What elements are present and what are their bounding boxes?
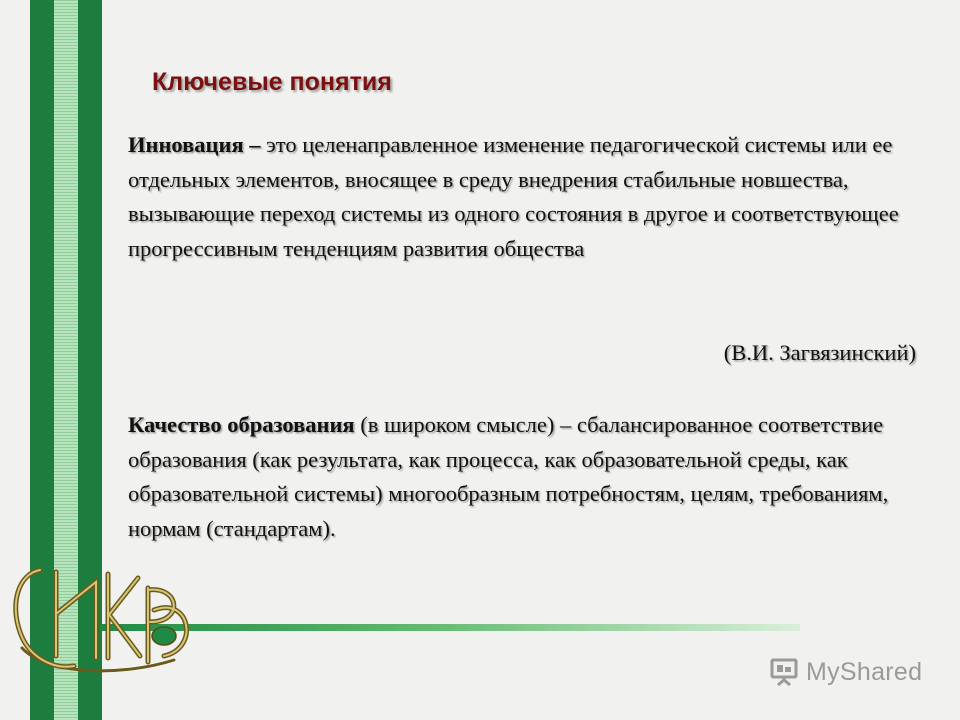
- ikro-monogram-logo: [4, 552, 200, 680]
- term-education-quality: Качество образования: [128, 412, 355, 437]
- definition-text: (в широком смысле) – сбалансированное соответствие образования (как результата, как процесса, как образовательной среды, как образовательной системы) многообразным потребностям, целям, требованиям, нормам (стандартам).: [128, 412, 889, 541]
- myshared-watermark: [768, 652, 922, 692]
- watermark-text: MyShared: [806, 657, 923, 686]
- slide-title: Ключевые понятия: [152, 68, 392, 96]
- presentation-board-icon: [768, 656, 800, 688]
- definition-innovation: [128, 128, 918, 266]
- term-innovation: Инновация: [128, 132, 244, 157]
- term-separator: –: [243, 132, 267, 157]
- definition-author: (В.И. Загвязинский): [723, 340, 916, 365]
- definition-education-quality: [128, 408, 918, 546]
- definition-text: это целенаправленное изменение педагогической системы или ее отдельных элементов, вносящее в среду внедрения стабильные новшества, вызывающие переход системы из одного состояния в другое и соответствующее прогрессивным тенденциям развития общества: [128, 132, 899, 261]
- horizontal-green-rule: [100, 624, 800, 631]
